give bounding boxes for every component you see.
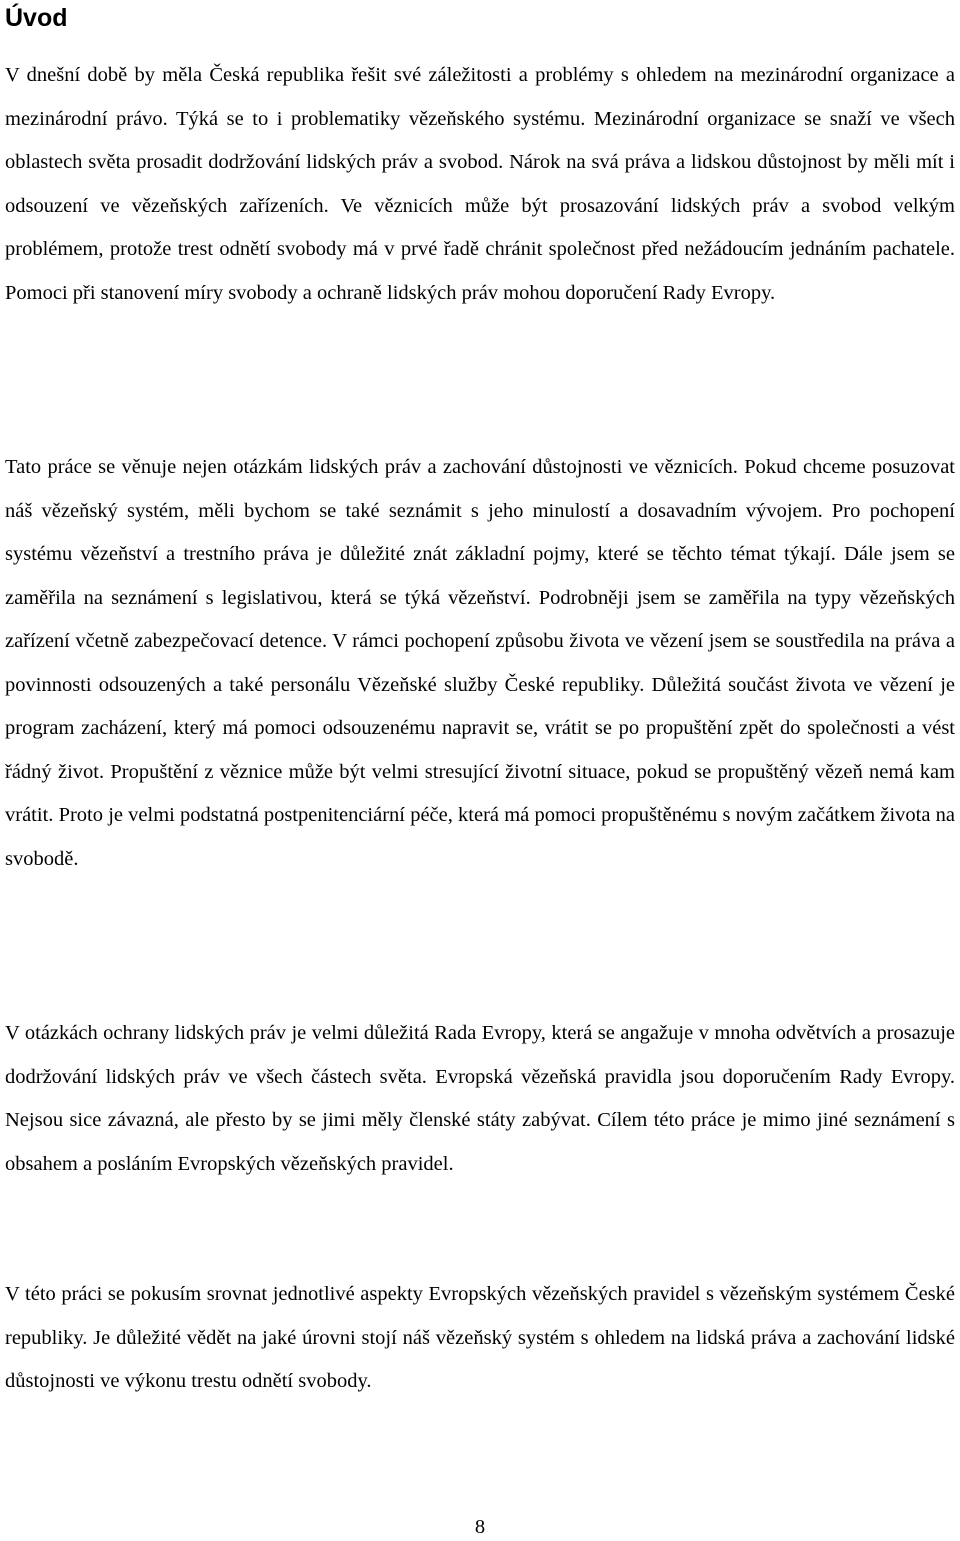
paragraph-council-of-europe: V otázkách ochrany lidských práv je velmi důležitá Rada Evropy, která se angažuje v mnoha odvětvích a prosazuje dodržování lidských práv ve všech částech světa. Evropská vězeňská pravidla jsou doporučením Rady Evropy. Nejsou sice závazná, ale přesto by se jimi měly členské státy zabývat. Cílem této práce je mimo jiné seznámení s obsahem a posláním Evropských vězeňských pravidel.	[5, 1022, 955, 1175]
section-heading: Úvod	[5, 4, 68, 32]
paragraph-intro: V dnešní době by měla Česká republika řešit své záležitosti a problémy s ohledem na mezinárodní organizace a mezinárodní právo. Týká se to i problematiky vězeňského systému. Mezinárodní organizace se snaží ve všech oblastech světa prosadit dodržování lidských práv a svobod. Nárok na svá práva a lidskou důstojnost by měli mít i odsouzení ve vězeňských zařízeních. Ve věznicích může být prosazování lidských práv a svobod velkým problémem, protože trest odnětí svobody má v prvé řadě chránit společnost před nežádoucím jednáním pachatele. Pomoci při stanovení míry svobody a ochraně lidských práv mohou doporučení Rady Evropy.	[5, 64, 955, 304]
paragraph-scope: Tato práce se věnuje nejen otázkám lidských práv a zachování důstojnosti ve věznicích. Pokud chceme posuzovat náš vězeňský systém, měli bychom se také seznámit s jeho minulostí a dosavadním vývojem. Pro pochopení systému vězeňství a trestního práva je důležité znát základní pojmy, které se těchto témat týkají. Dále jsem se zaměřila na seznámení s legislativou, která se týká vězeňství. Podrobněji jsem se zaměřila na typy vězeňských zařízení včetně zabezpečovací detence. V rámci pochopení způsobu života ve vězení jsem se soustředila na práva a povinnosti odsouzených a také personálu Vězeňské služby České republiky. Důležitá součást života ve vězení je program zacházení, který má pomoci odsouzenému napravit se, vrátit se po propuštění zpět do společnosti a vést řádný život. Propuštění z věznice může být velmi stresující životní situace, pokud se propuštěný vězeň nemá kam vrátit. Proto je velmi podstatná postpenitenciární péče, která má pomoci propuštěnému s novým začátkem života na svobodě.	[5, 456, 955, 870]
paragraph-aim: V této práci se pokusím srovnat jednotlivé aspekty Evropských vězeňských pravidel s vězeňským systémem České republiky. Je důležité vědět na jaké úrovni stojí náš vězeňský systém s ohledem na lidská práva a zachování lidské důstojnosti ve výkonu trestu odnětí svobody.	[5, 1283, 955, 1392]
page-number: 8	[474, 1516, 486, 1538]
